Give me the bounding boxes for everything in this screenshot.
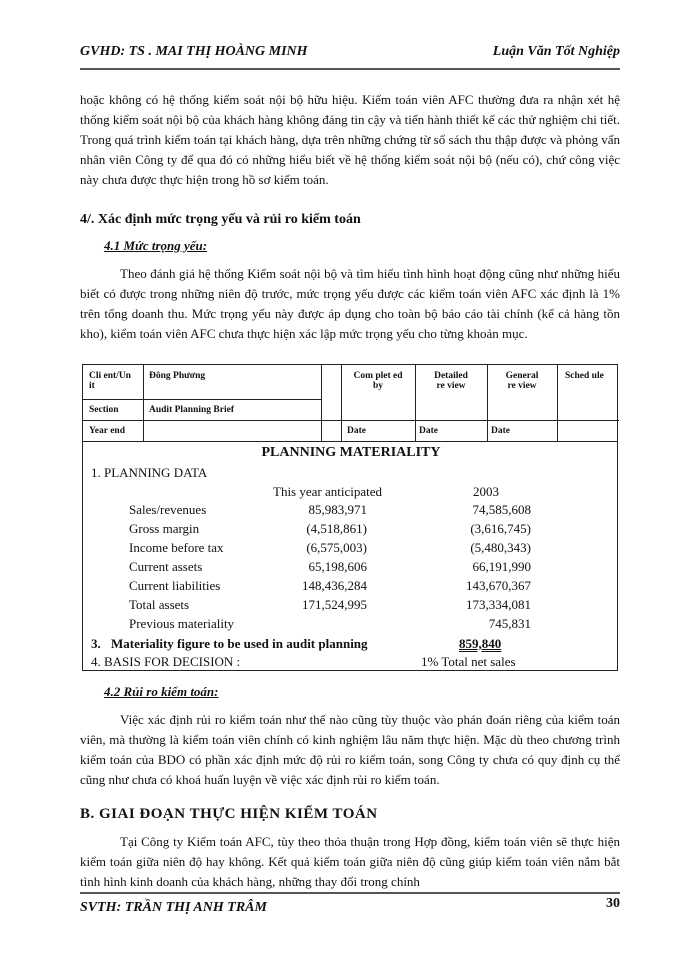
detailed-review-label: Detailed re view bbox=[434, 371, 468, 391]
detailed-date-label: Date bbox=[419, 426, 438, 436]
section-label: Section bbox=[89, 405, 119, 415]
audit-form-header bbox=[82, 364, 618, 442]
section-value: Audit Planning Brief bbox=[149, 405, 234, 415]
page-number: 30 bbox=[606, 896, 620, 911]
subsection-4-2-paragraph: Việc xác định rủi ro kiểm toán như thế nào cũng tùy thuộc vào phán đoán riêng của kiểm toán viên, mà thường là kiểm toán viên chính có kinh nghiệm lâu năm thực hiện. Mặc dù theo chương trình kiểm toán của BDO có phần xác định mức độ rủi ro kiểm toán, song Công ty chưa có quy định cụ thể cũng như chưa có khoá huấn luyện về việc xác định rủi ro kiểm toán. bbox=[80, 712, 620, 787]
schedule-label: Sched ule bbox=[565, 371, 604, 381]
header-supervisor: GVHD: TS . MAI THỊ HOÀNG MINH bbox=[80, 44, 308, 59]
item-3-number: 3. bbox=[91, 636, 101, 651]
materiality-figure-label: Materiality figure to be used in audit planning bbox=[111, 636, 368, 651]
completed-by-label: Com plet ed by bbox=[353, 371, 403, 391]
subsection-4-1-heading: 4.1 Mức trọng yếu: bbox=[104, 238, 208, 253]
general-review-label: General re view bbox=[505, 371, 539, 391]
section-b-heading: B. GIAI ĐOẠN THỰC HIỆN KIỂM TOÁN bbox=[80, 806, 378, 822]
col-this-year: This year anticipated bbox=[273, 484, 383, 499]
planning-title: PLANNING MATERIALITY bbox=[261, 445, 441, 460]
col-prior-year: 2003 bbox=[473, 484, 499, 499]
planning-data-heading: 1. PLANNING DATA bbox=[91, 465, 208, 480]
completed-date-label: Date bbox=[347, 426, 366, 436]
year-end-label: Year end bbox=[89, 426, 125, 436]
basis-for-decision-label: 4. BASIS FOR DECISION : bbox=[91, 654, 241, 669]
section-4-heading: 4/. Xác định mức trọng yếu và rủi ro kiểm toán bbox=[80, 212, 361, 227]
client-value: Đông Phương bbox=[149, 371, 206, 381]
section-b-paragraph: Tại Công ty Kiểm toán AFC, tùy theo thỏa thuận trong Hợp đồng, kiểm toán viên sẽ thực hiện kiểm toán giữa niên độ hay không. Kết quả kiểm toán giữa niên độ cũng giúp kiểm toán viên nắm bắt tình hình kinh doanh của khách hàng, những thay đổi trong chính bbox=[80, 834, 620, 889]
client-label: Cli ent/Un it bbox=[89, 371, 131, 391]
materiality-figure-value: 859,840 bbox=[459, 636, 502, 651]
intro-paragraph: hoặc không có hệ thống kiểm soát nội bộ hữu hiệu. Kiểm toán viên AFC thường đưa ra nhận xét hệ thống kiểm soát nội bộ của khách hàng không đáng tin cậy và tiến hành thiết kế các thử nghiệm chi tiết. Trong quá trình kiểm toán tại khách hàng, dựa trên những chứng từ sổ sách thu thập được và phỏng vấn nhân viên Công ty để qua đó có những hiểu biết về hệ thống kiểm soát nội bộ (nếu có), chứ công việc này chưa được thực hiện trong hồ sơ kiểm toán. bbox=[80, 92, 620, 187]
basis-for-decision-value: 1% Total net sales bbox=[421, 654, 516, 669]
subsection-4-1-paragraph: Theo đánh giá hệ thống Kiểm soát nội bộ và tìm hiểu tình hình hoạt động cũng như những hiểu biết có được trong những niên độ trước, mức trọng yếu được các kiểm toán viên AFC xác định là 1% trên tổng doanh thu. Mức trọng yếu này được áp dụng cho toàn bộ báo cáo tài chính (kể cả hàng tồn kho), kiểm toán viên AFC chưa thực hiện xác lập mức trọng yếu cho từng khoản mục. bbox=[80, 266, 620, 341]
page-header bbox=[80, 40, 620, 70]
page-footer bbox=[80, 892, 620, 918]
footer-student: SVTH: TRẦN THỊ ANH TRÂM bbox=[80, 900, 267, 915]
subsection-4-2-heading: 4.2 Rủi ro kiểm toán: bbox=[104, 684, 219, 699]
planning-materiality-table: PLANNING MATERIALITY 1. PLANNING DATA This year anticipated 2003 Sales/revenues 85,983,971 74,585,608 Gross margin (4,518,861) (3,616,745) Income before tax (6,575,003) (5,480,343) Current assets 65,198,606 66,191,990 Current liabilities 148,436,284 143,670,367 Total assets 171,524,995 173,334,081 Previous materiality 745,831 3. Materiality figure to be used in audit planning 859,840 4. BASIS FOR DECISION : 1% Total net sales bbox=[82, 442, 618, 671]
header-thesis-title: Luận Văn Tốt Nghiệp bbox=[492, 44, 620, 59]
general-date-label: Date bbox=[491, 426, 510, 436]
